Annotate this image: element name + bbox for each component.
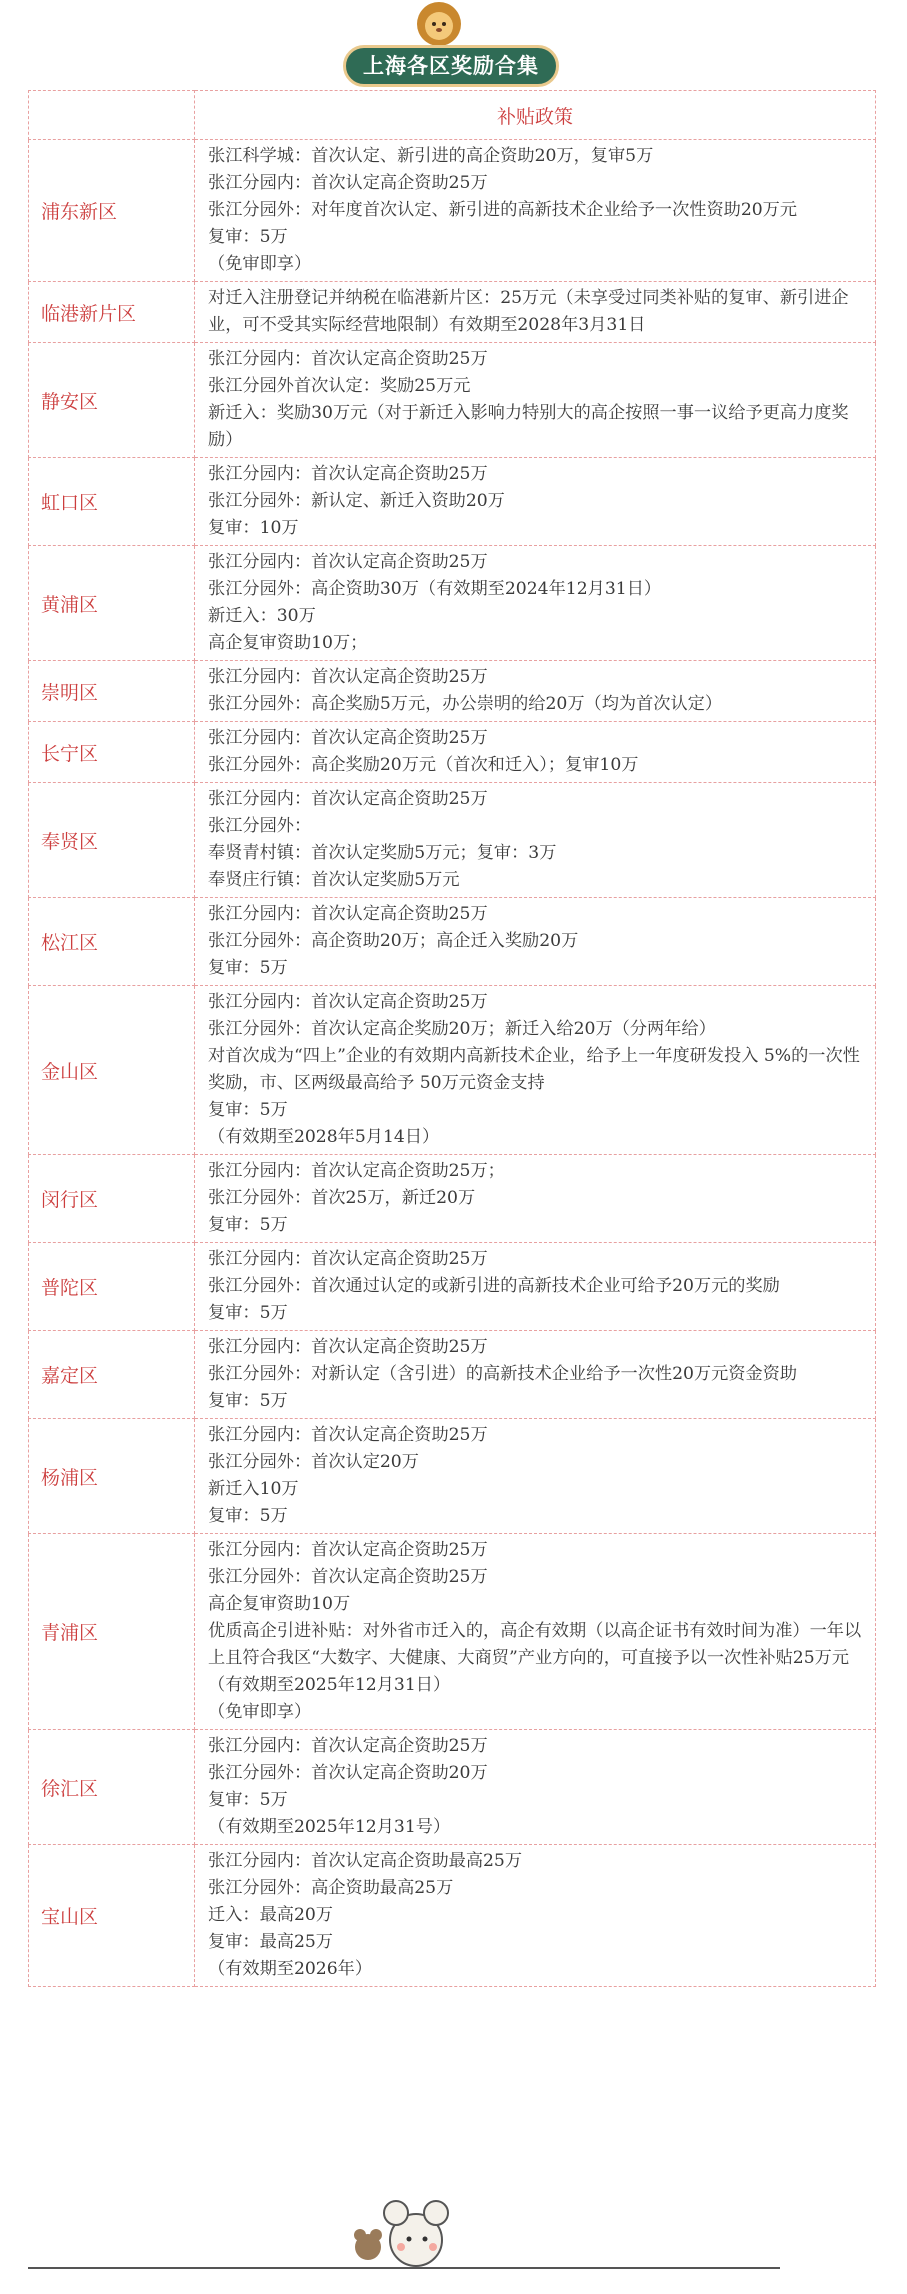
policy-line: 张江分园内：首次认定高企资助25万 <box>208 173 488 193</box>
district-name: 虹口区 <box>29 458 195 546</box>
policy-cell <box>195 546 876 661</box>
policy-line: 张江分园内：首次认定高企资助25万 <box>208 552 488 572</box>
district-name: 崇明区 <box>29 661 195 722</box>
policy-cell <box>195 1331 876 1419</box>
policy-line: 张江分园内：首次认定高企资助25万 <box>208 1425 488 1445</box>
policy-line: 张江分园外：高企资助最高25万 <box>208 1878 454 1898</box>
district-name: 奉贤区 <box>29 783 195 898</box>
district-name: 嘉定区 <box>29 1331 195 1419</box>
policy-line: 新迁入：30万 <box>208 606 316 626</box>
policy-line: 迁入：最高20万 <box>208 1905 333 1925</box>
policy-cell <box>195 783 876 898</box>
policy-line: （免审即享） <box>208 1702 312 1722</box>
policy-line: 张江分园外：首次认定高企奖励20万；新迁入给20万（分两年给） <box>208 1019 716 1039</box>
policy-line: 张江分园内：首次认定高企资助25万 <box>208 728 488 748</box>
district-name: 临港新片区 <box>29 282 195 343</box>
policy-table <box>28 90 876 1987</box>
district-name: 杨浦区 <box>29 1419 195 1534</box>
table-row <box>29 1331 876 1419</box>
policy-cell <box>195 1243 876 1331</box>
policy-line: （有效期至2025年12月31号） <box>208 1817 451 1837</box>
mouse-mascot-icon <box>338 2195 460 2270</box>
policy-line: 张江分园外：首次通过认定的或新引进的高新技术企业可给予20万元的奖励 <box>208 1276 780 1296</box>
policy-line: 复审：5万 <box>208 1506 288 1526</box>
policy-cell <box>195 140 876 282</box>
policy-line: 张江分园内：首次认定高企资助最高25万 <box>208 1851 523 1871</box>
policy-line: （免审即享） <box>208 254 312 274</box>
policy-line: 复审：5万 <box>208 958 288 978</box>
header-policy-cell: 补贴政策 <box>195 91 876 140</box>
policy-cell <box>195 1419 876 1534</box>
table-row <box>29 783 876 898</box>
district-name: 宝山区 <box>29 1845 195 1987</box>
policy-line: 新迁入10万 <box>208 1479 299 1499</box>
policy-cell <box>195 1155 876 1243</box>
policy-line: 复审：10万 <box>208 518 299 538</box>
table-row <box>29 546 876 661</box>
policy-line: 张江分园外：首次认定20万 <box>208 1452 419 1472</box>
policy-cell <box>195 898 876 986</box>
policy-line: 张江分园外：对年度首次认定、新引进的高新技术企业给予一次性资助20万元 <box>208 200 798 220</box>
policy-line: 奉贤青村镇：首次认定奖励5万元；复审：3万 <box>208 843 557 863</box>
district-name: 静安区 <box>29 343 195 458</box>
policy-line: 张江分园内：首次认定高企资助25万 <box>208 1540 488 1560</box>
policy-cell <box>195 458 876 546</box>
policy-line: 复审：5万 <box>208 1391 288 1411</box>
district-name: 黄浦区 <box>29 546 195 661</box>
table-row <box>29 1730 876 1845</box>
policy-line: 张江分园内：首次认定高企资助25万 <box>208 667 488 687</box>
district-name: 长宁区 <box>29 722 195 783</box>
policy-line: 对迁入注册登记并纳税在临港新片区：25万元（未享受过同类补贴的复审、新引进企业，可不受其实际经营地限制）有效期至2028年3月31日 <box>208 288 849 335</box>
district-name: 徐汇区 <box>29 1730 195 1845</box>
district-name: 闵行区 <box>29 1155 195 1243</box>
policy-cell <box>195 343 876 458</box>
district-name: 金山区 <box>29 986 195 1155</box>
policy-line: 张江分园外：首次认定高企资助20万 <box>208 1763 488 1783</box>
header-empty-cell <box>29 91 195 140</box>
policy-line: 张江分园内：首次认定高企资助25万 <box>208 789 488 809</box>
table-row <box>29 722 876 783</box>
policy-line: 张江分园外：高企奖励5万元，办公崇明的给20万（均为首次认定） <box>208 694 723 714</box>
policy-line: 高企复审资助10万 <box>208 1594 351 1614</box>
policy-line: 张江分园内：首次认定高企资助25万 <box>208 1249 488 1269</box>
policy-line: 张江分园外：高企奖励20万元（首次和迁入）；复审10万 <box>208 755 639 775</box>
table-row <box>29 343 876 458</box>
policy-line: 新迁入：奖励30万元（对于新迁入影响力特别大的高企按照一事一议给予更高力度奖励） <box>208 403 849 450</box>
table-row <box>29 1155 876 1243</box>
policy-line: 优质高企引进补贴：对外省市迁入的，高企有效期（以高企证书有效时间为准）一年以上且符合我区“大数字、大健康、大商贸”产业方向的，可直接予以一次性补贴25万元（有效期至2025年12月31日） <box>208 1621 862 1695</box>
table-row <box>29 282 876 343</box>
table-row <box>29 898 876 986</box>
policy-line: 张江分园外： <box>208 816 312 836</box>
policy-line: 复审：最高25万 <box>208 1932 333 1952</box>
policy-line: （有效期至2026年） <box>208 1959 373 1979</box>
district-name: 普陀区 <box>29 1243 195 1331</box>
policy-line: （有效期至2028年5月14日） <box>208 1127 440 1147</box>
policy-cell <box>195 661 876 722</box>
policy-line: 张江分园内：首次认定高企资助25万 <box>208 349 488 369</box>
table-row <box>29 1534 876 1730</box>
table-row <box>29 1243 876 1331</box>
footer-divider <box>28 2267 780 2269</box>
policy-line: 复审：5万 <box>208 1303 288 1323</box>
policy-line: 张江分园外：新认定、新迁入资助20万 <box>208 491 505 511</box>
footer <box>0 2195 907 2294</box>
district-name: 松江区 <box>29 898 195 986</box>
policy-line: 复审：5万 <box>208 1100 288 1120</box>
policy-line: 张江分园外：首次认定高企资助25万 <box>208 1567 488 1587</box>
table-row <box>29 1845 876 1987</box>
table-row <box>29 661 876 722</box>
policy-line: 张江分园内：首次认定高企资助25万 <box>208 1736 488 1756</box>
policy-line: 张江分园外：首次25万，新迁20万 <box>208 1188 476 1208</box>
policy-line: 张江分园内：首次认定高企资助25万； <box>208 1161 505 1181</box>
policy-line: 张江分园外：高企资助30万（有效期至2024年12月31日） <box>208 579 662 599</box>
policy-line: 张江分园内：首次认定高企资助25万 <box>208 904 488 924</box>
policy-line: 复审：5万 <box>208 1790 288 1810</box>
table-row <box>29 458 876 546</box>
policy-cell <box>195 1730 876 1845</box>
district-name: 浦东新区 <box>29 140 195 282</box>
district-name: 青浦区 <box>29 1534 195 1730</box>
policy-cell <box>195 1534 876 1730</box>
policy-line: 张江分园内：首次认定高企资助25万 <box>208 992 488 1012</box>
lion-mascot-icon <box>415 0 463 48</box>
page-title: 上海各区奖励合集 <box>343 45 559 87</box>
table-header-row <box>29 91 876 140</box>
policy-cell <box>195 1845 876 1987</box>
policy-line: 张江分园内：首次认定高企资助25万 <box>208 1337 488 1357</box>
policy-cell <box>195 282 876 343</box>
policy-line: 奉贤庄行镇：首次认定奖励5万元 <box>208 870 460 890</box>
policy-line: 对首次成为“四上”企业的有效期内高新技术企业，给予上一年度研发投入 5%的一次性奖励，市、区两级最高给予 50万元资金支持 <box>208 1046 860 1093</box>
policy-cell <box>195 986 876 1155</box>
policy-line: 张江分园外首次认定：奖励25万元 <box>208 376 471 396</box>
table-row <box>29 986 876 1155</box>
policy-line: 复审：5万 <box>208 227 288 247</box>
table-row <box>29 1419 876 1534</box>
policy-line: 复审：5万 <box>208 1215 288 1235</box>
header <box>0 0 907 90</box>
policy-cell <box>195 722 876 783</box>
policy-line: 高企复审资助10万； <box>208 633 368 653</box>
table-row <box>29 140 876 282</box>
policy-line: 张江分园外：对新认定（含引进）的高新技术企业给予一次性20万元资金资助 <box>208 1364 798 1384</box>
policy-line: 张江分园内：首次认定高企资助25万 <box>208 464 488 484</box>
policy-line: 张江分园外：高企资助20万；高企迁入奖励20万 <box>208 931 579 951</box>
policy-line: 张江科学城：首次认定、新引进的高企资助20万，复审5万 <box>208 146 654 166</box>
